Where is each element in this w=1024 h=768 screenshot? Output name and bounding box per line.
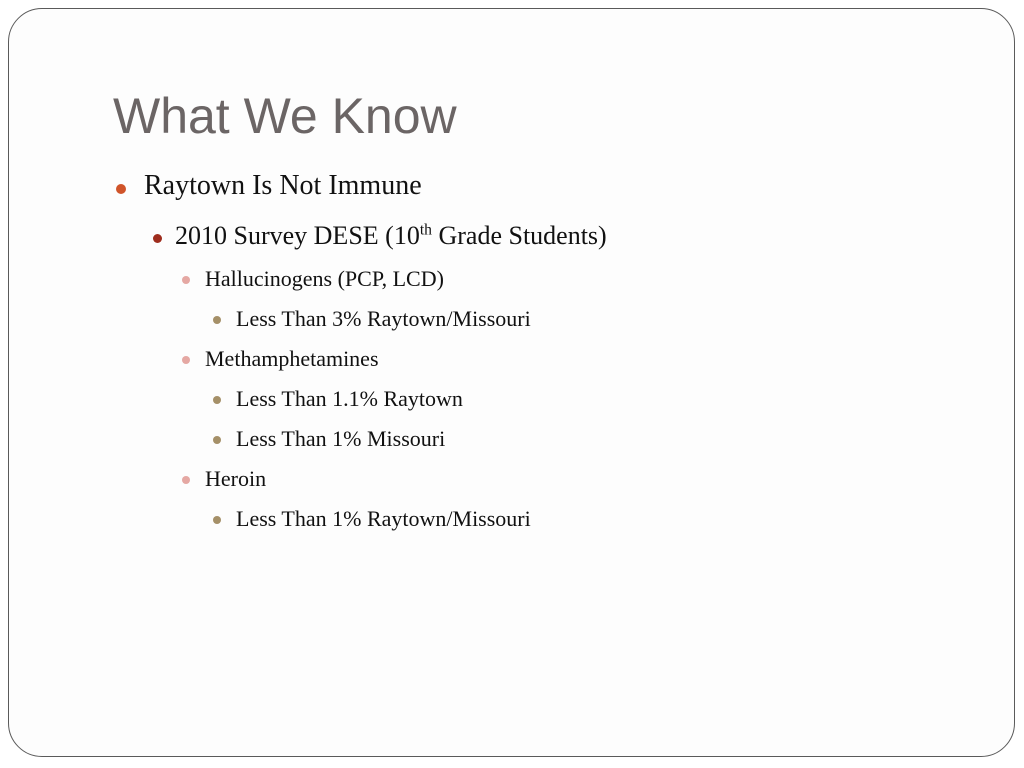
bullet-dot <box>182 356 190 364</box>
bullet-text: Heroin <box>205 466 267 491</box>
bullet-text: Hallucinogens (PCP, LCD) <box>205 266 444 291</box>
bullet-text: Less Than 1.1% Raytown <box>236 386 463 411</box>
bullet-dot <box>213 396 221 404</box>
bullet-text <box>175 221 607 251</box>
bullet-dot <box>213 316 221 324</box>
slide-title: What We Know <box>113 88 457 144</box>
bullet-text: Less Than 1% Missouri <box>236 426 446 451</box>
bullet-dot <box>213 516 221 524</box>
bullet-text: Raytown Is Not Immune <box>144 170 422 201</box>
bullet-text: Methamphetamines <box>205 346 379 371</box>
bullet-text-after-sup: Grade Students) <box>431 221 607 250</box>
bullet-text: Less Than 1% Raytown/Missouri <box>236 506 531 531</box>
bullet-text-superscript: th <box>419 221 432 239</box>
bullet-dot <box>182 476 190 484</box>
bullet-dot <box>153 234 162 243</box>
bullet-dot <box>182 276 190 284</box>
bullet-dot <box>116 184 126 194</box>
bullet-text-before-sup: 2010 Survey DESE (10 <box>175 221 420 250</box>
bullet-dot <box>213 436 221 444</box>
bullet-text: Less Than 3% Raytown/Missouri <box>236 306 531 331</box>
